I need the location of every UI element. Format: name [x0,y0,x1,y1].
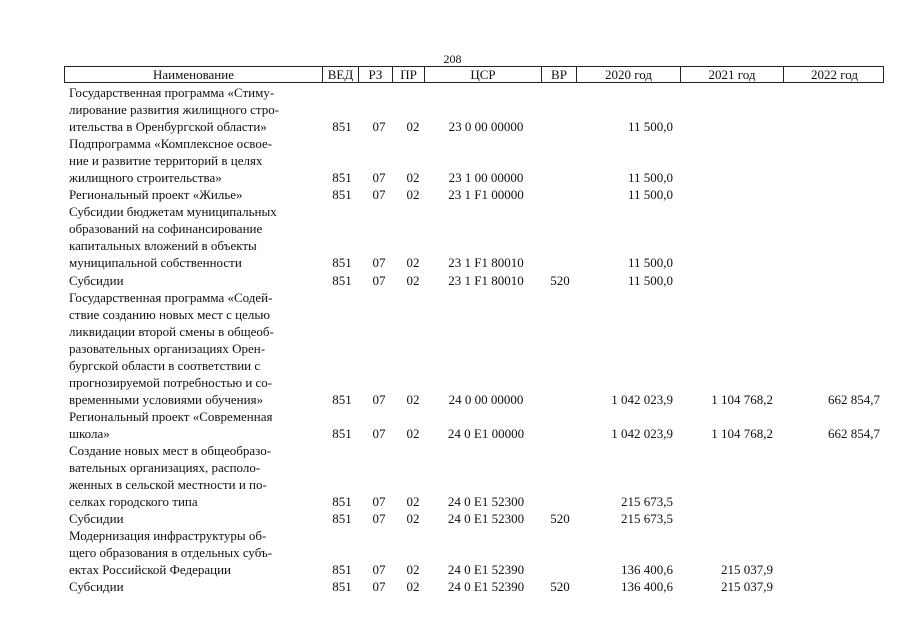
table-row [0,203,905,271]
cell-rz: 07 [372,425,386,441]
table-body [0,84,905,595]
cell-rz: 07 [372,255,386,271]
header-2020: 2020 год [577,67,681,82]
cell-rz: 07 [372,187,386,203]
cell-ved: 851 [332,170,352,186]
cell-csr: 23 1 F1 80010 [448,272,524,288]
header-csr: ЦСР [425,67,542,82]
row-name: Субсидии [69,579,124,595]
table-row [0,84,905,135]
cell-csr: 23 1 F1 80010 [448,255,524,271]
row-name: Субсидии [69,511,124,527]
table-row [0,186,905,203]
cell-pr: 02 [406,562,420,578]
cell-pr: 02 [406,119,420,135]
cell-rz: 07 [372,119,386,135]
row-name: Государственная программа «Стиму- лирование развития жилищного стро- ительства в Оренбургской области» [69,85,280,135]
cell-vr: 520 [550,579,570,595]
cell-pr: 02 [406,425,420,441]
cell-rz: 07 [372,494,386,510]
cell-vr: 520 [550,511,570,527]
cell-ved: 851 [332,562,352,578]
header-rz: РЗ [359,67,393,82]
header-vr: ВР [542,67,577,82]
table-row [0,272,905,289]
cell-vr: 520 [550,272,570,288]
cell-pr: 02 [406,187,420,203]
row-name: Создание новых мест в общеобразо- вательных организациях, располо- женных в сельской местности и по- селках городского типа [69,442,272,510]
cell-pr: 02 [406,391,420,407]
cell-2021: 215 037,9 [721,579,773,595]
table-row [0,578,905,595]
table-row [0,135,905,186]
row-name: Субсидии бюджетам муниципальных образований на софинансирование капитальных вложений в объекты муниципальной собственности [69,204,277,271]
cell-csr: 23 1 F1 00000 [448,187,524,203]
table-header [64,66,884,83]
cell-ved: 851 [332,511,352,527]
row-name: Подпрограмма «Комплексное освое- ние и развитие территорий в целях жилищного строительства» [69,136,273,186]
table-row [0,442,905,510]
cell-pr: 02 [406,272,420,288]
cell-ved: 851 [332,187,352,203]
cell-ved: 851 [332,579,352,595]
cell-2021: 1 104 768,2 [711,391,773,407]
cell-2021: 1 104 768,2 [711,425,773,441]
cell-ved: 851 [332,425,352,441]
cell-csr: 24 0 E1 52390 [447,562,525,578]
row-name: Региональный проект «Жилье» [69,187,243,203]
header-ved: ВЕД [323,67,359,82]
cell-2020: 1 042 023,9 [611,391,673,407]
cell-pr: 02 [406,511,420,527]
header-2022: 2022 год [811,67,858,82]
cell-ved: 851 [332,255,352,271]
cell-ved: 851 [332,119,352,135]
cell-2020: 11 500,0 [627,272,673,288]
row-name: Государственная программа «Содей- ствие созданию новых мест с целью ликвидации второй смены в общеоб- разовательных организациях Орен- бургской области в соответствии с прогнозируемой потребностью и со- временными условиями обучения» [69,289,274,407]
cell-ved: 851 [332,391,352,407]
header-name: Наименование [65,67,323,82]
page-number: 208 [443,52,462,66]
cell-2020: 215 673,5 [621,511,673,527]
row-name: Модернизация инфраструктуры об- щего образования в отдельных субъ- ектах Российской Федерации [69,528,273,578]
cell-csr: 24 0 E1 00000 [447,425,525,441]
table-row [0,289,905,408]
cell-2021: 215 037,9 [721,562,773,578]
table-row [0,510,905,527]
cell-rz: 07 [372,579,386,595]
cell-ved: 851 [332,494,352,510]
cell-pr: 02 [406,579,420,595]
cell-2020: 11 500,0 [627,187,673,203]
cell-2020: 136 400,6 [621,562,673,578]
cell-ved: 851 [332,272,352,288]
cell-rz: 07 [372,562,386,578]
cell-pr: 02 [406,494,420,510]
cell-csr: 24 0 00 00000 [448,391,524,407]
cell-csr: 24 0 E1 52300 [447,511,525,527]
cell-rz: 07 [372,391,386,407]
cell-2020: 11 500,0 [627,170,673,186]
table-row [0,408,905,442]
row-name: Региональный проект «Современная школа» [69,408,273,441]
cell-rz: 07 [372,272,386,288]
cell-2020: 136 400,6 [621,579,673,595]
cell-rz: 07 [372,170,386,186]
row-name: Субсидии [69,272,124,288]
header-2021: 2021 год [681,67,784,82]
cell-csr: 24 0 E1 52390 [447,579,525,595]
cell-pr: 02 [406,170,420,186]
cell-2020: 215 673,5 [621,494,673,510]
cell-pr: 02 [406,255,420,271]
cell-2020: 11 500,0 [627,255,673,271]
cell-csr: 23 1 00 00000 [448,170,524,186]
cell-csr: 23 0 00 00000 [448,119,524,135]
cell-2022: 662 854,7 [828,391,880,407]
cell-rz: 07 [372,511,386,527]
cell-2022: 662 854,7 [828,425,880,441]
cell-2020: 1 042 023,9 [611,425,673,441]
cell-2020: 11 500,0 [627,119,673,135]
header-pr: ПР [393,67,425,82]
table-row [0,527,905,578]
cell-csr: 24 0 E1 52300 [447,494,525,510]
